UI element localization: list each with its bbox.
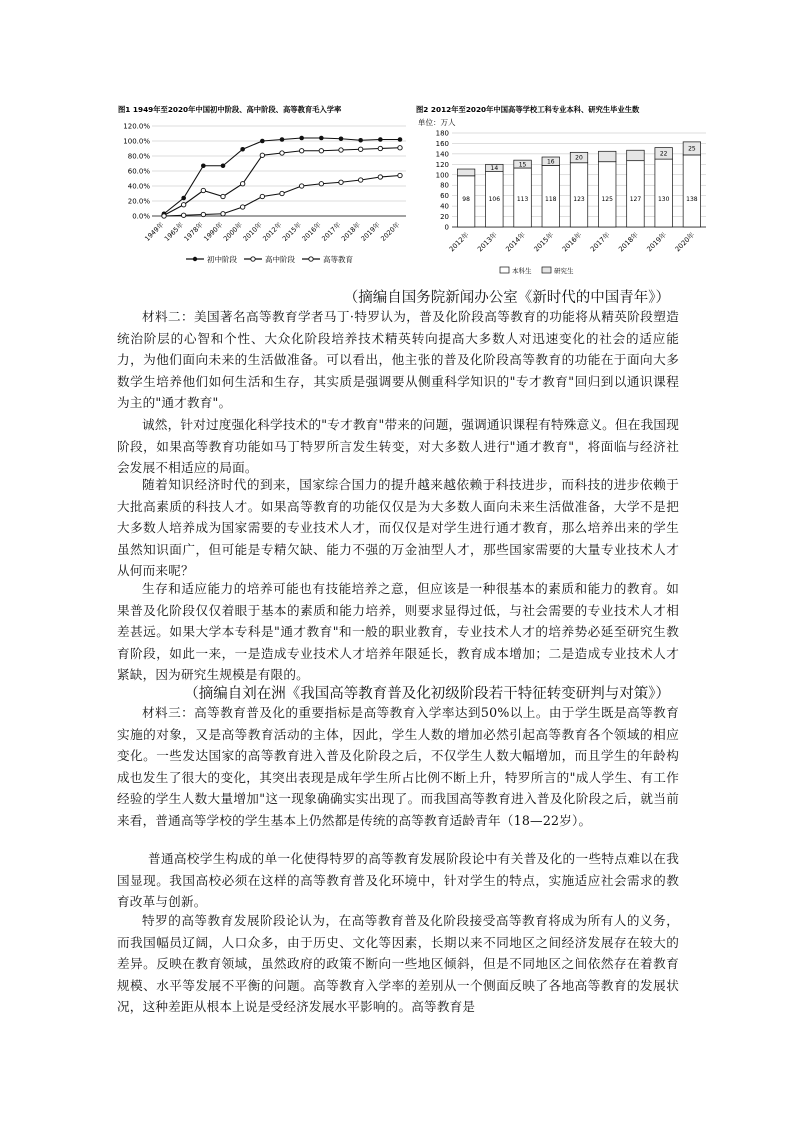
data-point <box>358 147 362 151</box>
graduate-bar <box>598 151 615 161</box>
data-point <box>299 184 303 188</box>
data-point <box>358 138 363 143</box>
data-point <box>299 136 304 141</box>
y-tick-label: 180 <box>435 129 449 138</box>
undergraduate-bar <box>627 161 644 227</box>
paragraph-6: 普通高校学生构成的单一化使得特罗的高等教育发展阶段论中有关普及化的一些特点难以在我国显现。我国高校必须在这样的高等教育普及化环境中，针对学生的特点，实施适应社会需求的教育改革与创新。 <box>117 851 679 910</box>
figure-1-legend <box>186 254 353 264</box>
y-tick-label: 120 <box>435 160 449 169</box>
legend-junior-high: 初中阶段 <box>207 255 237 264</box>
y-tick-label: 0.0% <box>132 212 150 221</box>
source-citation-1: （摘编自国务院新闻办公室《新时代的中国青年》） <box>343 290 670 306</box>
data-point <box>201 212 205 216</box>
y-tick-label: 40 <box>440 202 449 211</box>
y-tick-label: 20.0% <box>127 197 150 206</box>
data-point <box>181 203 185 207</box>
x-tick-label: 2016年 <box>300 220 323 243</box>
figure-1-title: 图1 1949年至2020年中国初中阶段、高中阶段、高等教育毛入学率 <box>118 105 342 114</box>
y-tick-label: 40.0% <box>127 182 150 191</box>
data-point <box>260 139 265 144</box>
figure-2-unit: 单位：万人 <box>418 118 456 127</box>
undergraduate-value-label: 127 <box>629 196 642 203</box>
figure-1-x-ticks <box>143 220 402 243</box>
graduate-bar <box>627 150 644 160</box>
legend-senior-high: 高中阶段 <box>265 255 295 264</box>
x-tick-label: 2018年 <box>339 220 363 243</box>
x-tick-label: 2020年 <box>673 230 697 254</box>
figure-2-title: 图2 2012年至2020年中国高等学校工科专业本科、研究生毕业生数 <box>416 105 640 114</box>
y-tick-label: 20 <box>440 213 449 222</box>
paragraph-7: 特罗的高等教育发展阶段论认为，在高等教育普及化阶段接受高等教育将成为所有人的义务，而我国幅员辽阔，人口众多，由于历史、文化等因素，长期以来不同地区之间经济发展存在较大的差异。反映在教育领域，虽然政府的政策不断向一些地区倾斜，但是不同地区之间依然存在着教育规模、水平等发展不平衡的问题。高等教育入学率的差别从一个侧面反映了各地高等教育的发展状况，这种差距从根本上说是受经济发展水平影响的。高等教育是 <box>117 913 679 1015</box>
undergraduate-value-label: 118 <box>545 196 557 203</box>
undergraduate-value-label: 138 <box>686 196 698 203</box>
graduate-bar <box>457 169 474 176</box>
y-tick-label: 80.0% <box>127 152 150 161</box>
undergraduate-value-label: 98 <box>462 196 470 203</box>
data-point <box>339 148 343 152</box>
data-point <box>378 137 383 142</box>
data-point <box>260 153 264 157</box>
undergraduate-value-label: 123 <box>573 196 585 203</box>
legend-undergraduate: 本科生 <box>512 267 532 275</box>
undergraduate-bar <box>683 155 700 227</box>
data-point <box>201 163 206 168</box>
data-point <box>378 146 382 150</box>
data-point <box>319 182 323 186</box>
x-tick-label: 2019年 <box>359 220 382 243</box>
figure-2-y-ticks <box>436 130 449 232</box>
x-tick-label: 2017年 <box>320 220 343 243</box>
y-tick-label: 100 <box>435 171 449 180</box>
source-citation-2: （摘编自刘在洲《我国高等教育普及化初级阶段若干特征转变研判与对策》） <box>184 686 670 702</box>
figure-2-legend <box>500 266 574 275</box>
y-tick-label: 100.0% <box>123 137 150 146</box>
data-point <box>240 182 244 186</box>
x-tick-label: 1990年 <box>202 220 225 243</box>
x-tick-label: 1949年 <box>143 220 166 243</box>
x-tick-label: 2017年 <box>588 230 612 254</box>
data-point <box>260 194 264 198</box>
data-point <box>319 149 323 153</box>
undergraduate-bar <box>655 159 672 227</box>
data-point <box>221 163 226 168</box>
series-line-2 <box>164 148 400 216</box>
x-tick-label: 2020年 <box>379 220 402 243</box>
data-point <box>162 214 166 218</box>
undergraduate-value-label: 130 <box>657 196 670 203</box>
undergraduate-bar <box>570 163 587 227</box>
x-tick-label: 2019年 <box>645 230 669 254</box>
undergraduate-bar <box>598 162 615 227</box>
y-tick-label: 120.0% <box>123 122 150 131</box>
data-point <box>378 175 382 179</box>
legend-graduate: 研究生 <box>554 267 574 275</box>
data-point <box>240 147 245 152</box>
data-point <box>221 194 225 198</box>
figure-1-line-chart <box>114 102 410 270</box>
graduate-value-label: 20 <box>575 154 583 162</box>
data-point <box>358 178 362 182</box>
data-point <box>339 180 343 184</box>
data-point <box>201 188 205 192</box>
y-tick-label: 140 <box>435 150 449 159</box>
figure-2-bar-chart <box>414 102 714 282</box>
data-point <box>221 212 225 216</box>
paragraph-3: 随着知识经济时代的到来，国家综合国力的提升越来越依赖于科技进步，而科技的进步依赖于大批高素质的科技人才。如果高等教育的功能仅仅是为大多数人面向未来生活做准备，大学不是把大多数人培养成为国家需要的专业技术人才，而仅仅是对学生进行通才教育，那么培养出来的学生虽然知识面广，但可能是专精欠缺、能力不强的万金油型人才，那些国家需要的大量专业技术人才从何而来呢？ <box>117 477 679 579</box>
data-point <box>240 205 244 209</box>
data-point <box>280 137 285 142</box>
graduate-value-label: 22 <box>659 150 668 158</box>
data-point <box>398 173 402 177</box>
graduate-value-label: 16 <box>546 158 555 166</box>
y-tick-label: 160 <box>435 139 449 148</box>
paragraph-2: 诚然，针对过度强化科学技术的"专才教育"带来的问题，强调通识课程有特殊意义。但在我国现阶段，如果高等教育功能如马丁特罗所言发生转变，对大多数人进行"通才教育"，将面临与经济社会发展不相适应的局面。 <box>117 417 679 476</box>
data-point <box>181 196 186 201</box>
paragraph-material-3: 材料三：高等教育普及化的重要指标是高等教育入学率达到50%以上。由于学生既是高等教育实施的对象，又是高等教育活动的主体，因此，学生人数的增加必然引起高等教育各个领域的相应变化。一些发达国家的高等教育进入普及化阶段之后，不仅学生人数大幅增加，而且学生的年龄构成也发生了很大的变化，其突出表现是成年学生所占比例不断上升，特罗所言的"成人学生、有工作经验的学生人数大量增加"这一现象确确实实出现了。而我国高等教育进入普及化阶段之后，就当前来看，普通高等学校的学生基本上仍然都是传统的高等教育适龄青年（18—22岁）。 <box>117 705 679 828</box>
y-tick-label: 60 <box>440 192 449 201</box>
x-tick-label: 2015年 <box>280 220 304 243</box>
paragraph-4: 生存和适应能力的培养可能也有技能培养之意，但应该是一种很基本的素质和能力的教育。如果普及化阶段仅仅着眼于基本的素质和能力培养，则要求显得过低，与社会需要的专业技术人才相差甚远。如果大学本专科是"通才教育"和一般的职业教育，专业技术人才的培养势必延至研究生教育阶段，如此一来，一是造成专业技术人才培养年限延长，教育成本增加；二是造成专业技术人才紧缺，因为研究生规模是有限的。 <box>117 581 679 683</box>
x-tick-label: 1965年 <box>162 220 186 243</box>
x-tick-label: 2012年 <box>261 220 284 243</box>
x-tick-label: 2012年 <box>447 230 471 254</box>
figure-2-bars <box>457 142 700 227</box>
graduate-value-label: 25 <box>688 145 696 153</box>
legend-higher-education: 高等教育 <box>323 255 353 264</box>
graduate-value-label: 15 <box>518 161 527 169</box>
figure-2-x-ticks <box>447 230 696 254</box>
x-tick-label: 2016年 <box>560 230 584 254</box>
x-tick-label: 2000年 <box>221 220 245 243</box>
data-point <box>339 136 344 141</box>
undergraduate-value-label: 125 <box>601 196 613 203</box>
data-point <box>319 136 324 141</box>
data-point <box>299 149 303 153</box>
undergraduate-value-label: 113 <box>516 196 529 203</box>
y-tick-label: 80 <box>440 181 449 190</box>
x-tick-label: 2018年 <box>617 230 640 254</box>
paragraph-material-2: 材料二：美国著名高等教育学者马丁·特罗认为，普及化阶段高等教育的功能将从精英阶段塑造统治阶层的心智和个性、大众化阶段培养技术精英转向提高大多数人对迅速变化的社会的适应能力，为他们面向未来的生活做准备。可以看出，他主张的普及化阶段高等教育的功能在于面向大多数学生培养他们如何生活和生存，其实质是强调要从侧重科学知识的"专才教育"回归到以通识课程为主的"通才教育"。 <box>117 309 679 411</box>
y-tick-label: 60.0% <box>127 167 150 176</box>
x-tick-label: 2015年 <box>532 230 556 254</box>
figure-1-series-lines <box>162 136 403 219</box>
data-point <box>181 213 185 217</box>
x-tick-label: 2010年 <box>241 220 264 243</box>
data-point <box>398 137 403 142</box>
figure-1-y-ticks <box>123 123 150 221</box>
data-point <box>280 151 284 155</box>
y-tick-label: 0 <box>444 223 449 232</box>
graduate-value-label: 14 <box>490 165 499 173</box>
undergraduate-value-label: 106 <box>488 196 501 203</box>
data-point <box>280 191 284 195</box>
x-tick-label: 2014年 <box>504 230 527 254</box>
x-tick-label: 1978年 <box>182 220 205 243</box>
x-tick-label: 2013年 <box>476 230 499 254</box>
data-point <box>398 146 402 150</box>
